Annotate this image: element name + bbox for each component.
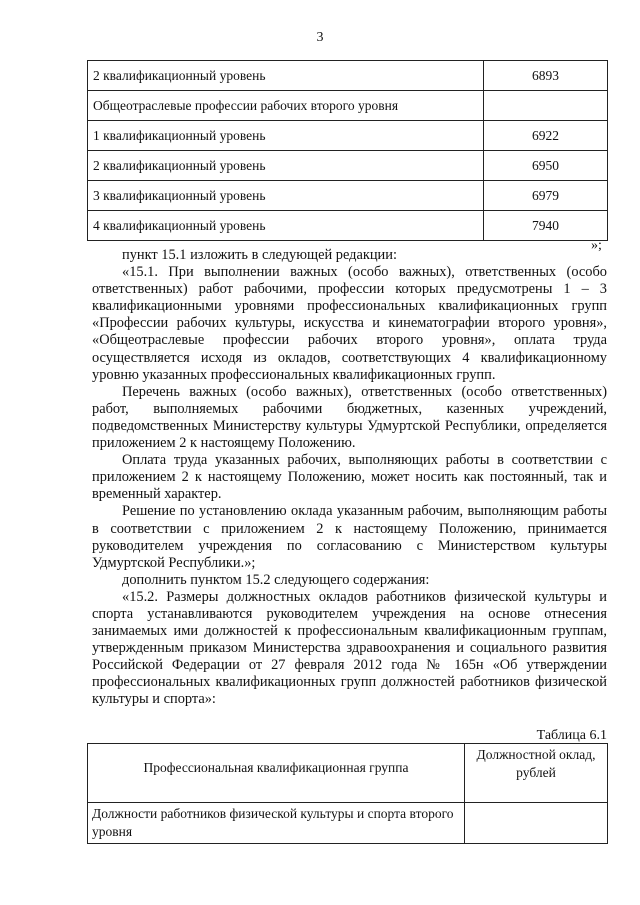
table-header-group: Профессиональная квалификационная группа bbox=[88, 744, 465, 803]
paragraph: «15.1. При выполнении важных (особо важных), ответственных (особо ответственных) работ рабочими, профессии которых предусмотрены 1 – 3 квалификационными уровнями профессиональных квалификационных групп «Профессии рабочих культуры, искусства и кинематографии второго уровня», «Общеотраслевые профессии рабочих второго уровня», оплата труда осуществляется исходя из окладов, соответствующих 4 квалификационному уровню указанных профессиональных квалификационных групп. bbox=[92, 264, 607, 383]
paragraph: дополнить пунктом 15.2 следующего содержания: bbox=[122, 571, 430, 588]
paragraph: Решение по установлению оклада указанным рабочим, выполняющим работы в соответствии с приложением 2 к настоящему Положению, принимается руководителем учреждения по согласованию с Министерством культуры Удмуртской Республики.»; bbox=[92, 503, 607, 571]
table-cell-label: 3 квалификационный уровень bbox=[88, 181, 484, 211]
table-cell-value: 6922 bbox=[484, 121, 608, 151]
body-text bbox=[92, 247, 607, 709]
table-row bbox=[88, 61, 608, 91]
table-row bbox=[88, 211, 608, 241]
quote-close-mark: »; bbox=[591, 238, 602, 253]
table-cell-value bbox=[484, 91, 608, 121]
salary-table-6-1 bbox=[87, 743, 608, 844]
table-row bbox=[88, 91, 608, 121]
table-row bbox=[88, 803, 608, 844]
table-caption: Таблица 6.1 bbox=[536, 728, 607, 743]
table-row bbox=[88, 181, 608, 211]
table-cell-label: 4 квалификационный уровень bbox=[88, 211, 484, 241]
table-cell-value bbox=[465, 803, 608, 844]
paragraph: Оплата труда указанных рабочих, выполняющих работы в соответствии с приложением 2 к настоящему Положению, может носить как постоянный, так и временный характер. bbox=[92, 452, 607, 503]
table-row bbox=[88, 151, 608, 181]
table-cell-value: 6893 bbox=[484, 61, 608, 91]
paragraph: Перечень важных (особо важных), ответственных (особо ответственных) работ, выполняемых рабочими бюджетных, казенных учреждений, подведомственных Министерству культуры Удмуртской Республики, определяется приложением 2 к настоящему Положению. bbox=[92, 383, 607, 452]
table-cell-label: 2 квалификационный уровень bbox=[88, 151, 484, 181]
table-cell-value: 6979 bbox=[484, 181, 608, 211]
salary-table-continued bbox=[87, 60, 608, 241]
table-cell-value: 7940 bbox=[484, 211, 608, 241]
table-header-row bbox=[88, 744, 608, 803]
table-cell-value: 6950 bbox=[484, 151, 608, 181]
table-cell-label: Должности работников физической культуры и спорта второго уровня bbox=[88, 803, 465, 844]
table-cell-label: Общеотраслевые профессии рабочих второго уровня bbox=[88, 91, 484, 121]
table-cell-label: 2 квалификационный уровень bbox=[88, 61, 484, 91]
paragraph: пункт 15.1 изложить в следующей редакции: bbox=[122, 247, 397, 263]
paragraph: «15.2. Размеры должностных окладов работников физической культуры и спорта устанавливаются руководителем учреждения на основе отнесения занимаемых ими должностей к профессиональным квалификационным группам, утвержденным приказом Министерства здравоохранения и социального развития Российской Федерации от 27 февраля 2012 года № 165н «Об утверждении профессиональных квалификационных групп должностей работников физической культуры и спорта»: bbox=[92, 588, 607, 708]
table-row bbox=[88, 121, 608, 151]
table-header-salary: Должностной оклад, рублей bbox=[465, 744, 608, 803]
page-number: 3 bbox=[316, 30, 324, 45]
table-cell-label: 1 квалификационный уровень bbox=[88, 121, 484, 151]
